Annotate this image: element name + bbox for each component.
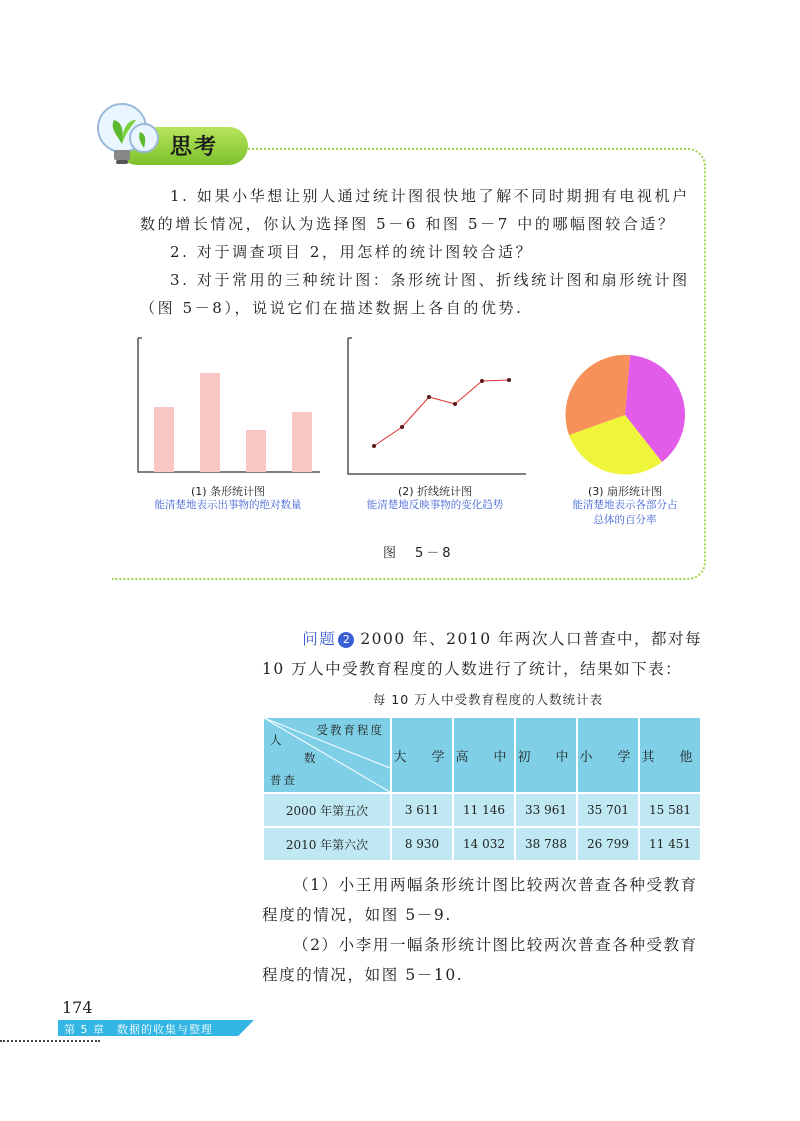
row-label-2000: 2000 年第五次: [263, 793, 391, 827]
bar-4: [292, 412, 312, 472]
lightbulb-icon: [92, 98, 164, 170]
col-header-university: 大 学: [391, 717, 453, 793]
pie-chart-note-line2: 总体的百分率: [593, 514, 657, 526]
col-header-primary-school: 小 学: [577, 717, 639, 793]
line-chart-note: 能清楚地反映事物的变化趋势: [366, 499, 504, 511]
table-row: [263, 793, 701, 827]
cell-2000-middle-school: 33 961: [515, 793, 577, 827]
line-point-5: [480, 379, 484, 383]
table-title: 每 10 万人中受教育程度的人数统计表: [372, 692, 604, 707]
corner-label-bottom: 普查: [270, 773, 297, 787]
education-stats-table: [262, 716, 702, 862]
line-point-4: [453, 402, 457, 406]
col-header-high-school: 高 中: [453, 717, 515, 793]
cell-2010-primary-school: 26 799: [577, 827, 639, 861]
line-point-2: [400, 425, 404, 429]
cell-2000-primary-school: 35 701: [577, 793, 639, 827]
cell-2010-high-school: 14 032: [453, 827, 515, 861]
pie-chart-note-line1: 能清楚地表示各部分占: [572, 499, 678, 511]
cell-2010-middle-school: 38 788: [515, 827, 577, 861]
page-number: 174: [62, 998, 93, 1017]
question-2: 2. 对于调查项目 2，用怎样的统计图较合适？: [170, 243, 534, 261]
bar-chart-caption: (1) 条形统计图: [190, 485, 266, 498]
corner-label-mid: 数: [304, 751, 318, 765]
bar-chart-note: 能清楚地表示出事物的绝对数量: [154, 499, 302, 511]
row-label-2010: 2010 年第六次: [263, 827, 391, 861]
problem-2-text: [262, 624, 712, 684]
corner-label-left: 人: [270, 733, 284, 747]
pie-chart-caption: (3) 扇形统计图: [587, 485, 663, 498]
footer-dotted-line: [0, 1040, 100, 1042]
question-1: 1. 如果小华想让别人通过统计图很快地了解不同时期拥有电视机户数的增长情况，你认为选择图 5－6 和图 5－7 中的哪幅图较合适？: [140, 187, 690, 233]
paragraph-1: （1）小王用两幅条形统计图比较两次普查各种受教育程度的情况，如图 5－9.: [262, 876, 698, 924]
table-corner-cell: [263, 717, 391, 793]
col-header-other: 其 他: [639, 717, 701, 793]
cell-2000-university: 3 611: [391, 793, 453, 827]
pie-chart-illustration: [560, 350, 690, 480]
cell-2010-university: 8 930: [391, 827, 453, 861]
bar-1: [154, 407, 174, 472]
bar-3: [246, 430, 266, 472]
table-header-row: [263, 717, 701, 793]
question-3: 3. 对于常用的三种统计图：条形统计图、折线统计图和扇形统计图（图 5－8），说说它们在描述数据上各自的优势.: [140, 271, 690, 317]
think-title: 思考: [170, 135, 219, 160]
table-row: [263, 827, 701, 861]
problem-body: 2000 年、2010 年两次人口普查中，都对每 10 万人中受教育程度的人数进行了统计，结果如下表：: [262, 630, 703, 678]
problem-number: 2: [342, 633, 350, 646]
trend-line: [374, 380, 509, 446]
cell-2000-other: 15 581: [639, 793, 701, 827]
cell-2000-high-school: 11 146: [453, 793, 515, 827]
figure-label: 图 5－8: [383, 546, 454, 561]
col-header-middle-school: 初 中: [515, 717, 577, 793]
line-point-6: [507, 378, 511, 382]
bar-2: [200, 373, 220, 472]
paragraph-2: （2）小李用一幅条形统计图比较两次普查各种受教育程度的情况，如图 5－10.: [262, 936, 698, 984]
problem-number-badge: [338, 632, 354, 648]
line-point-1: [372, 444, 376, 448]
body-paragraphs: [262, 870, 712, 990]
bar-chart-illustration: [128, 336, 328, 481]
line-chart-illustration: [340, 336, 530, 481]
chapter-title: 第 5 章 数据的收集与整理: [64, 1023, 213, 1036]
line-chart-axes: [348, 338, 526, 474]
line-point-3: [427, 395, 431, 399]
corner-label-top: 受教育程度: [316, 723, 384, 737]
cell-2010-other: 11 451: [639, 827, 701, 861]
line-chart-caption: (2) 折线统计图: [397, 485, 473, 498]
problem-label: 问题: [302, 630, 337, 648]
